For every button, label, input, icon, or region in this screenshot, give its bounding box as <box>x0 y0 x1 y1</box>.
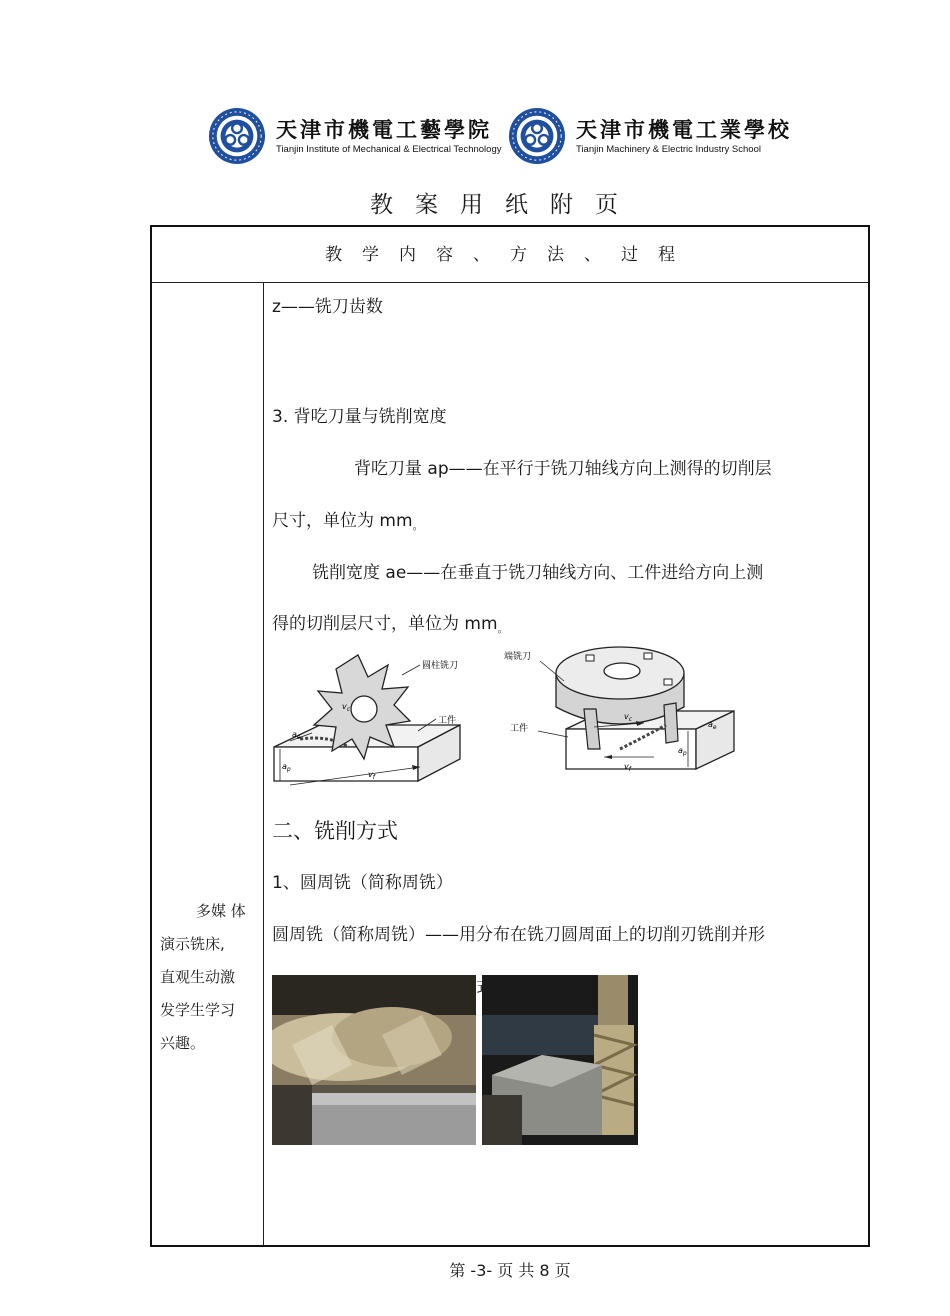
face-mill-label: 端铣刀 <box>504 652 532 662</box>
ap-definition-tail: 。 <box>412 519 424 532</box>
ae-definition-line2 <box>272 612 509 641</box>
workpiece-label: 工件 <box>438 716 457 726</box>
school-seal-icon <box>208 107 266 165</box>
section-two-heading: 二、铣削方式 <box>272 819 398 843</box>
column-divider <box>263 283 264 1245</box>
table-header: 教学内容、方法、过程 <box>152 227 868 283</box>
ap-definition-line1: 背吃刀量 ap——在平行于铣刀轴线方向上测得的切削层 <box>354 459 772 479</box>
section-3-heading: 3. 背吃刀量与铣削宽度 <box>272 407 447 427</box>
side-note-line: 演示铣床, <box>160 935 225 953</box>
cutting-speed-label: $v_c$ <box>342 702 351 713</box>
side-note <box>160 895 260 1060</box>
peripheral-milling-definition-line1: 圆周铣（简称周铣）——用分布在铣刀圆周面上的切削刃铣削并形 <box>272 925 765 945</box>
ae-label: $a_e$ <box>292 730 301 741</box>
milling-photo-left <box>272 975 476 1145</box>
cutter-label: 圆柱铣刀 <box>422 661 459 671</box>
left-logo-name-en: Tianjin Institute of Mechanical & Electrical Technology <box>276 143 502 155</box>
right-school-logo <box>508 108 792 164</box>
page-footer: 第 -3- 页 共 8 页 <box>449 1261 571 1280</box>
ap-label: $a_p$ <box>282 762 291 773</box>
z-definition: z——铣刀齿数 <box>272 297 383 317</box>
ap-definition-text: 尺寸，单位为 mm <box>272 511 413 531</box>
cylindrical-milling-diagram <box>270 647 466 789</box>
side-note-line: 多媒 体 <box>196 902 246 920</box>
document-title: 教案用纸附页 <box>370 192 640 218</box>
right-logo-name-cn: 天津市機電工業學校 <box>576 116 792 142</box>
peripheral-milling-subheading: 1、圆周铣（简称周铣） <box>272 873 453 893</box>
left-logo-name-cn: 天津市機電工藝學院 <box>276 116 492 142</box>
left-school-logo <box>208 108 501 164</box>
side-note-line: 直观生动激 <box>160 968 236 986</box>
side-note-line: 发学生学习 <box>160 1001 236 1019</box>
ae-definition-tail: 。 <box>497 622 509 635</box>
ae-label: $a_e$ <box>708 720 717 731</box>
ap-label: $a_p$ <box>678 746 687 757</box>
feed-speed-label: $v_f$ <box>368 770 375 781</box>
feed-speed-label: $v_f$ <box>624 762 631 773</box>
workpiece-label: 工件 <box>510 724 529 734</box>
school-seal-icon <box>508 107 566 165</box>
cutting-speed-label: $v_c$ <box>624 712 633 723</box>
ae-definition-line1: 铣削宽度 ae——在垂直于铣刀轴线方向、工件进给方向上测 <box>312 563 764 583</box>
lesson-plan-table <box>150 225 870 1247</box>
ae-definition-text: 得的切削层尺寸，单位为 mm <box>272 614 498 634</box>
ap-definition-line2 <box>272 509 424 538</box>
side-note-line: 兴趣。 <box>160 1034 206 1052</box>
right-logo-name-en: Tianjin Machinery & Electric Industry School <box>576 143 761 155</box>
face-milling-diagram <box>504 645 736 779</box>
milling-photo-right <box>482 975 638 1145</box>
